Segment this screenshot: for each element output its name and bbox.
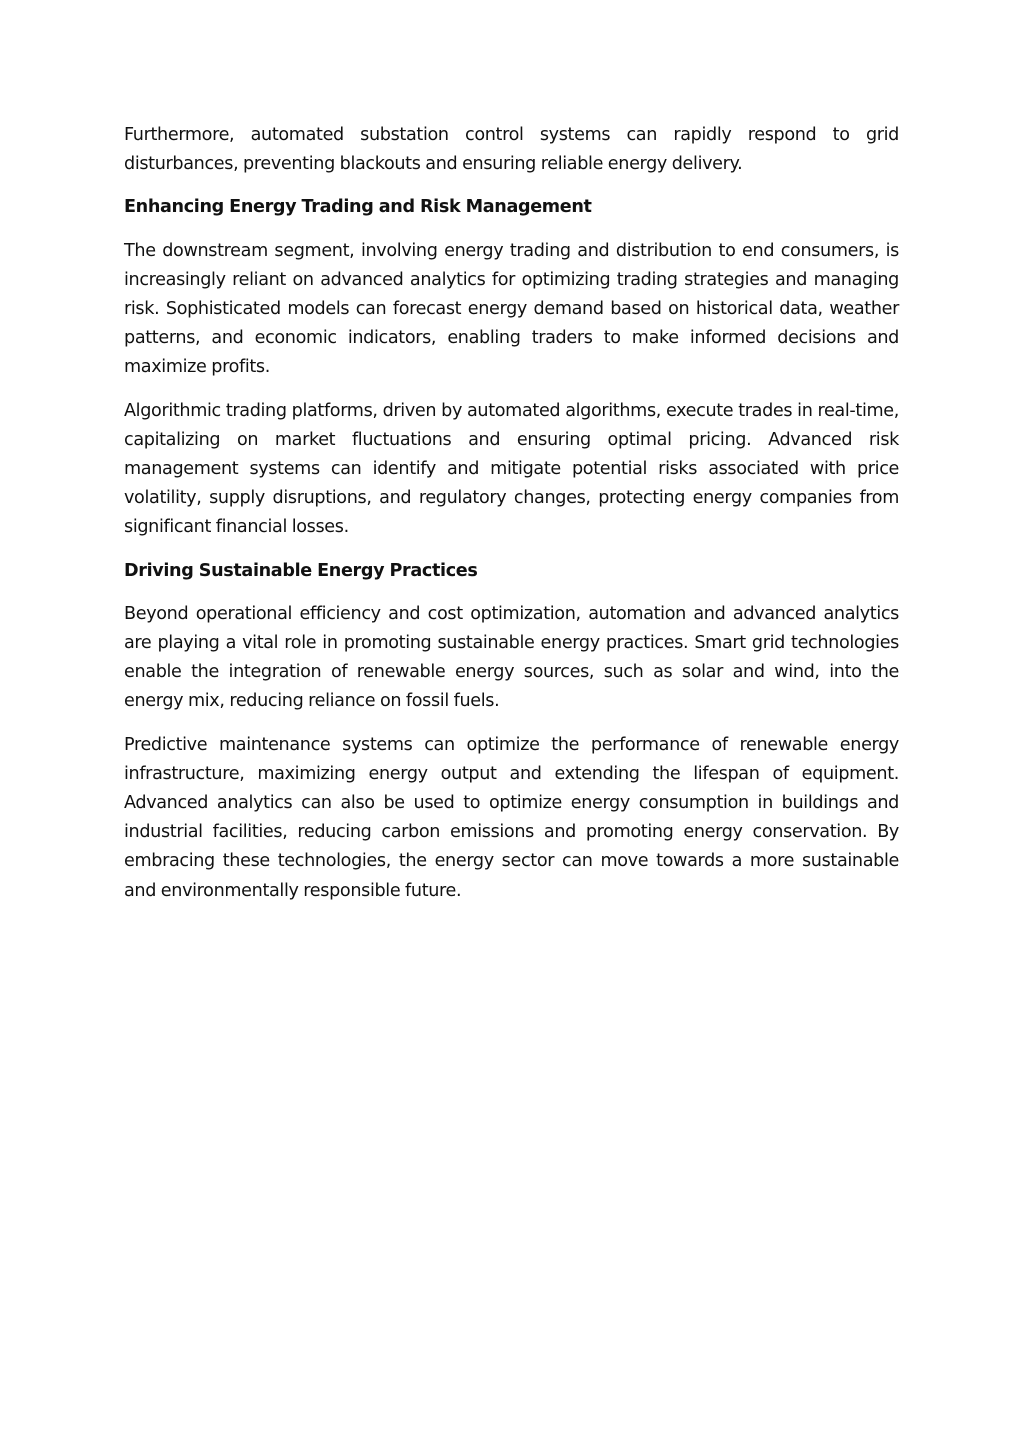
heading-energy-trading: Enhancing Energy Trading and Risk Management — [124, 197, 592, 218]
paragraph-substation-control: Furthermore, automated substation control systems can rapidly respond to grid disturbances, preventing blackouts and ensuring reliable energy delivery. — [124, 125, 899, 175]
paragraph-downstream-segment: The downstream segment, involving energy trading and distribution to end consumers, is increasingly reliant on advanced analytics for optimizing trading strategies and managing risk. Sophisticated models can forecast energy demand based on historical data, weather patterns, and economic indicators, enabling traders to make informed decisions and maximize profits. — [124, 240, 899, 378]
paragraph-algorithmic-trading: Algorithmic trading platforms, driven by automated algorithms, execute trades in real-time, capitalizing on market fluctuations and ensuring optimal pricing. Advanced risk management systems can identify and mitigate potential risks associated with price volatility, supply disruptions, and regulatory changes, protecting energy companies from significant financial losses. — [124, 400, 899, 538]
document-page — [124, 121, 899, 920]
paragraph-smart-grid: Beyond operational efficiency and cost optimization, automation and advanced analytics are playing a vital role in promoting sustainable energy practices. Smart grid technologies enable the integration of renewable energy sources, such as solar and wind, into the energy mix, reducing reliance on fossil fuels. — [124, 603, 899, 712]
heading-sustainable-practices: Driving Sustainable Energy Practices — [124, 560, 478, 581]
paragraph-predictive-maintenance: Predictive maintenance systems can optimize the performance of renewable energy infrastructure, maximizing energy output and extending the lifespan of equipment. Advanced analytics can also be used to optimize energy consumption in buildings and industrial facilities, reducing carbon emissions and promoting energy conservation. By embracing these technologies, the energy sector can move towards a more sustainable and environmentally responsible future. — [124, 734, 899, 901]
